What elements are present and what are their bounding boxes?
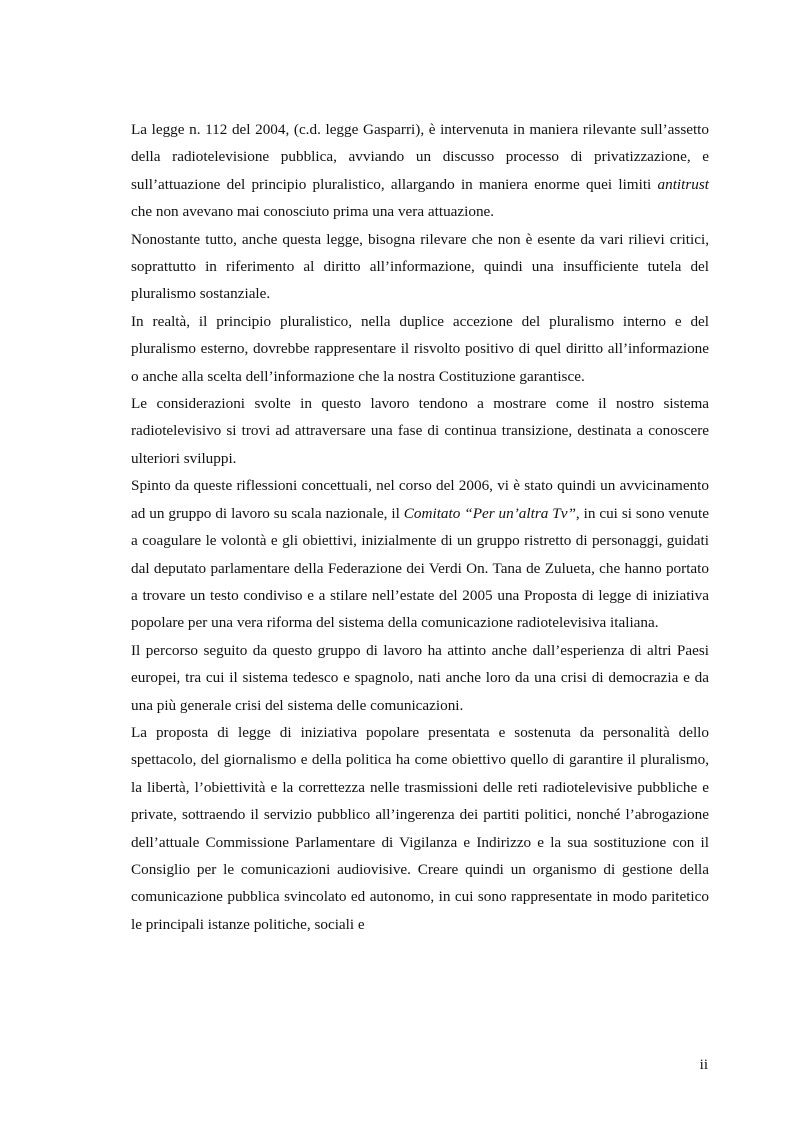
paragraph-5-text-1: Spinto da queste riflessioni concettuali, nel corso del 2006, vi è stato quindi un avvicinamento ad un gruppo di lavoro su scala nazionale, il <box>131 477 709 522</box>
page-number: ii <box>699 1057 708 1073</box>
paragraph-4 <box>131 390 709 472</box>
paragraph-6-text: Il percorso seguito da questo gruppo di lavoro ha attinto anche dall’esperienza di altri Paesi europei, tra cui il sistema tedesco e spagnolo, nati anche loro da una crisi di democrazia e da una più generale crisi del sistema delle comunicazioni. <box>131 641 709 714</box>
paragraph-1-text-2: che non avevano mai conosciuto prima una vera attuazione. <box>131 203 495 221</box>
paragraph-5-text-2: , in cui si sono venute a coagulare le volontà e gli obiettivi, inizialmente di un gruppo ristretto di personaggi, guidati dal deputato parlamentare della Federazione dei Verdi On. Tana de Zulueta, che hanno portato a trovare un testo condiviso e a stilare nell’estate del 2005 una Proposta di legge di iniziativa popolare per una vera riforma del sistema della comunicazione radiotelevisiva italiana. <box>131 504 709 632</box>
paragraph-7 <box>131 719 709 938</box>
paragraph-7-text: La proposta di legge di iniziativa popolare presentata e sostenuta da personalità dello spettacolo, del giornalismo e della politica ha come obiettivo quello di garantire il pluralismo, la libertà, l’obiettività e la correttezza nelle trasmissioni delle reti radiotelevisive pubbliche e private, sottraendo il servizio pubblico all’ingerenza dei partiti politici, nonché l’abrogazione dell’attuale Commissione Parlamentare di Vigilanza e Indirizzo e la sua sostituzione con il Consiglio per le comunicazioni audiovisive. Creare quindi un organismo di gestione della comunicazione pubblica svincolato ed autonomo, in cui sono rappresentate in modo paritetico le principali istanze politiche, sociali e <box>131 723 709 933</box>
page-body <box>131 116 709 938</box>
paragraph-1 <box>131 116 709 226</box>
paragraph-2 <box>131 226 709 308</box>
paragraph-2-text: Nonostante tutto, anche questa legge, bisogna rilevare che non è esente da vari rilievi critici, soprattutto in riferimento al diritto all’informazione, quindi una insufficiente tutela del pluralismo sostanziale. <box>131 230 709 303</box>
paragraph-5-italic-comitato: Comitato “Per un’altra Tv” <box>403 504 576 522</box>
paragraph-4-text: Le considerazioni svolte in questo lavoro tendono a mostrare come il nostro sistema radiotelevisivo si trovi ad attraversare una fase di continua transizione, destinata a conoscere ulteriori sviluppi. <box>131 395 709 467</box>
paragraph-6 <box>131 637 709 719</box>
paragraph-5 <box>131 472 709 636</box>
paragraph-3-text: In realtà, il principio pluralistico, nella duplice accezione del pluralismo interno e del pluralismo esterno, dovrebbe rappresentare il risvolto positivo di quel diritto all’informazione o anche alla scelta dell’informazione che la nostra Costituzione garantisce. <box>131 312 709 385</box>
paragraph-3 <box>131 308 709 390</box>
paragraph-1-italic-antitrust: antitrust <box>657 175 709 193</box>
paragraph-1-text-1: La legge n. 112 del 2004, (c.d. legge Gasparri), è intervenuta in maniera rilevante sull’assetto della radiotelevisione pubblica, avviando un discusso processo di privatizzazione, e sull’attuazione del principio pluralistico, allargando in maniera enorme quei limiti <box>131 121 709 193</box>
